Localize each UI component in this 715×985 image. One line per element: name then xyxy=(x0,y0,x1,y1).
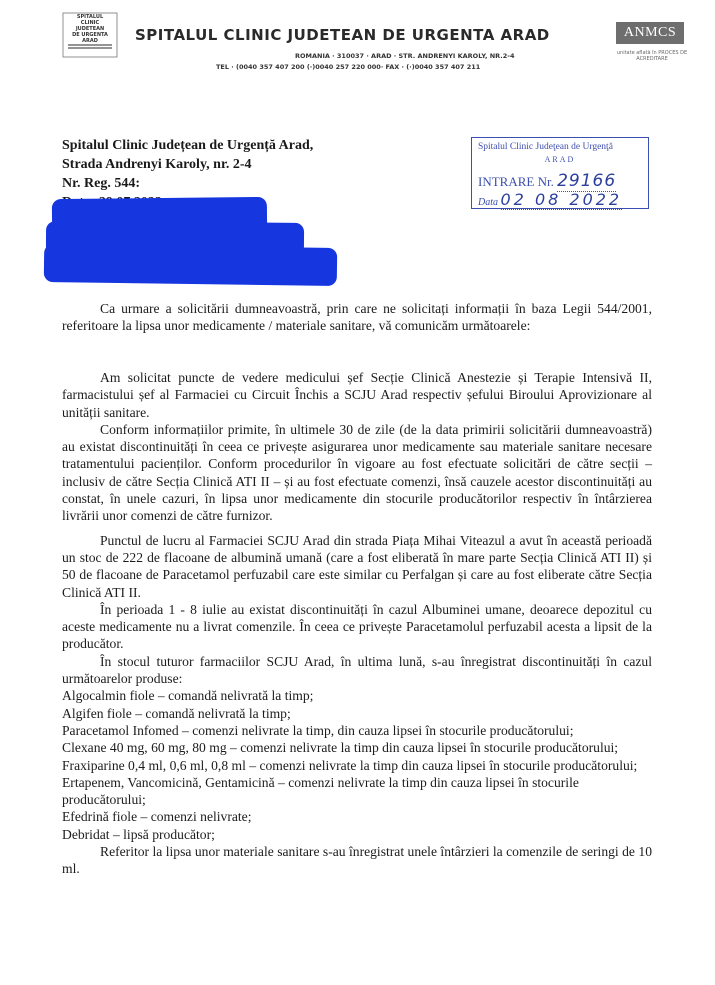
sender-name: Spitalul Clinic Județean de Urgență Arad, xyxy=(62,138,314,153)
list-item: Algocalmin fiole – comandă nelivrată la timp; xyxy=(62,688,314,704)
list-item: Clexane 40 mg, 60 mg, 80 mg – comenzi nelivrate la timp din cauza lipsei în stocurile producătorului; xyxy=(62,740,619,756)
sender-reg-number: Nr. Reg. 544: xyxy=(62,176,141,191)
stamp-entry-label: INTRARE Nr. xyxy=(478,174,554,189)
hospital-logo-text: SPITALUL CLINIC JUDETEAN DE URGENTA ARAD xyxy=(72,14,108,44)
redaction-mark xyxy=(44,244,338,286)
anmcs-caption: unitate aflată în PROCES DE ACREDITARE xyxy=(616,50,688,62)
list-item: Fraxiparine 0,4 ml, 0,6 ml, 0,8 ml – comenzi nelivrate la timp din cauza lipsei în stocurile producătorului; xyxy=(62,757,638,773)
sender-block xyxy=(62,136,313,201)
paragraph-2: Conform informațiilor primite, în ultimele 30 de zile (de la data primirii solicitării dumneavoastră) au existat discontinuități în ceea ce privește asigurarea unor medicamente sau materiale sanitare necesare tratamentului pacienților. Conform procedurilor în vigoare au fost efectuate solicitări de către secții – inclusiv de către Secția Clinică ATI II – și au fost efectuate comenzi, însă cauzele acestor discontinuități au constat, în unele cazuri, în lipsa unor medicamente din stocurile producătorilor respectiv în întârzierea livrării unor comenzi de către furnizor. xyxy=(62,421,652,524)
paragraph-3: Punctul de lucru al Farmaciei SCJU Arad din strada Piața Mihai Viteazul a avut în această perioadă un stoc de 222 de flacoane de albumină umană (care a fost eliberată în mare parte Secția Clinică ATI II) și 50 de flacoane de Paracetamol perfuzabil care este similar cu Perfalgan și care au fost eliberate către Secția Clinică ATI II. xyxy=(62,532,652,600)
stamp-date-value: 02 08 2022 xyxy=(500,190,623,209)
stamp-date-label: Data xyxy=(478,197,498,208)
stamp-entry xyxy=(478,171,616,192)
intro-paragraph xyxy=(62,300,652,335)
paragraph-6: Referitor la lipsa unor materiale sanitare s-au înregistrat unele întârzieri la comenzile de seringi de 10 ml. xyxy=(62,844,652,877)
paragraph-4: În perioada 1 - 8 iulie au existat discontinuități în cazul Albuminei umane, deoarece depozitul cu aceste medicamente nu a livrat comenzile. În ceea ce privește Paracetamolul perfuzabil acesta a lipsit de la producător. xyxy=(62,601,652,652)
main-content xyxy=(62,369,652,878)
list-item: Efedrină fiole – comenzi nelivrate; xyxy=(62,809,252,825)
registration-stamp xyxy=(471,137,649,209)
stamp-entry-number: 29166 xyxy=(557,171,617,191)
paragraph-5: În stocul tuturor farmaciilor SCJU Arad, în ultima lună, s-au înregistrat discontinuități în cazul următoarelor produse: xyxy=(62,653,652,687)
paragraph-1: Am solicitat puncte de vedere medicului șef Secție Clinică Anestezie și Terapie Intensivă II, farmacistului șef al Farmaciei cu Circuit Închis a SCJU Arad respectiv șefului Biroului Aprovizionare al unității sanitare. xyxy=(62,370,652,420)
hospital-contact: TEL · (0040 357 407 200 (·)0040 257 220 000· FAX · (·)0040 357 407 211 xyxy=(216,63,481,71)
anmcs-logo: ANMCS xyxy=(616,22,684,44)
stamp-city: ARAD xyxy=(544,155,576,164)
list-item: Ertapenem, Vancomicină, Gentamicină – comenzi nelivrate la timp din cauza lipsei în stocurile producătorului; xyxy=(62,774,579,808)
stamp-institution: Spitalul Clinic Judeţean de Urgenţă xyxy=(478,142,613,152)
product-list xyxy=(62,687,652,843)
stamp-date xyxy=(478,190,622,210)
sender-street: Strada Andrenyi Karoly, nr. 2-4 xyxy=(62,157,252,172)
intro-text: Ca urmare a solicitării dumneavoastră, prin care ne solicitați informații în baza Legii 544/2001, referitoare la lipsa unor medicamente / materiale sanitare, vă comunicăm următoarele: xyxy=(62,301,652,334)
list-item: Paracetamol Infomed – comenzi nelivrate la timp, din cauza lipsei în stocurile producătorului; xyxy=(62,722,574,738)
list-item: Debridat – lipsă producător; xyxy=(62,826,215,842)
hospital-name: SPITALUL CLINIC JUDETEAN DE URGENTA ARAD xyxy=(135,26,550,44)
list-item: Algifen fiole – comandă nelivrată la timp; xyxy=(62,705,291,721)
hospital-address: ROMANIA · 310037 · ARAD · STR. ANDRENYI KAROLY, NR.2-4 xyxy=(295,52,515,60)
